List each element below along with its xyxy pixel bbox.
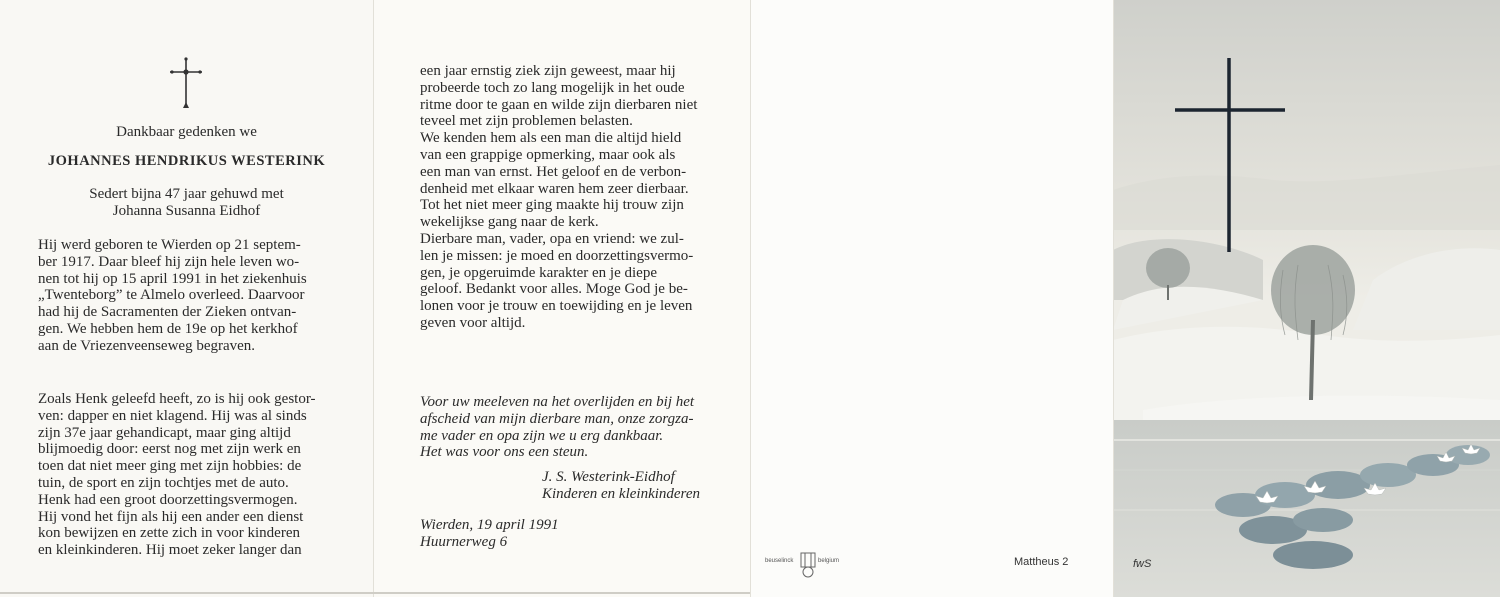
text-line: en kleinkinderen. Hij moet zeker langer dan bbox=[38, 542, 302, 559]
text-line: Dierbare man, vader, opa en vriend: we zul- bbox=[420, 230, 684, 247]
text-line: Het was voor ons een steun. bbox=[420, 444, 589, 461]
text-line: een jaar ernstig ziek zijn geweest, maar hij bbox=[420, 63, 676, 79]
printer-name: beuselinck bbox=[765, 558, 794, 564]
winter-landscape-image bbox=[1113, 0, 1500, 597]
text-line: Hij vond het fijn als hij een ander een dienst bbox=[38, 508, 304, 525]
text-line: Henk had een groot doorzettingsvermogen. bbox=[38, 491, 298, 508]
spouse-name: Johanna Susanna Eidhof bbox=[112, 203, 261, 219]
artist-signature: fwS bbox=[1133, 558, 1152, 570]
text-line: Voor uw meeleven na het overlijden en bij het bbox=[420, 394, 695, 410]
text-line: tuin, de sport en zijn tochtjes met de auto. bbox=[38, 474, 289, 491]
bible-reference: Mattheus 2 bbox=[1014, 556, 1069, 568]
text-line: lonen voor je trouw en toewijding en je leven bbox=[420, 298, 693, 315]
printer-country: belgium bbox=[818, 558, 840, 564]
biography-paragraph-2 bbox=[38, 391, 332, 559]
artwork-panel bbox=[1113, 0, 1500, 597]
text-line: kon bewijzen en zette zich in voor kinderen bbox=[38, 525, 300, 542]
signature-family: Kinderen en kleinkinderen bbox=[542, 486, 700, 502]
text-line: gen, je opgeruimde karakter en je diepe bbox=[420, 264, 657, 281]
thanks-paragraph bbox=[420, 394, 717, 461]
text-line: Tot het niet meer ging maakte hij trouw zijn bbox=[420, 197, 684, 214]
text-line: Hij werd geboren te Wierden op 21 septem- bbox=[38, 237, 301, 253]
text-line: nen tot hij op 15 april 1991 in het ziekenhuis bbox=[38, 270, 307, 287]
back-panel bbox=[750, 0, 1113, 597]
text-line: toen dat niet meer ging met zijn hobbies: de bbox=[38, 458, 302, 475]
place-date bbox=[420, 517, 559, 551]
printer-mark-icon bbox=[800, 552, 816, 578]
text-line: teveel met zijn problemen belasten. bbox=[420, 113, 633, 130]
address-line: Huurnerweg 6 bbox=[420, 534, 508, 550]
text-line: van een grappige opmerking, maar ook als bbox=[420, 146, 676, 163]
fold-line-1 bbox=[373, 0, 374, 597]
cross-icon bbox=[168, 56, 204, 110]
left-panel bbox=[0, 0, 373, 597]
text-line: probeerde toch zo lang mogelijk in het oude bbox=[420, 79, 685, 96]
text-line: Zoals Henk geleefd heeft, zo is hij ook gestor- bbox=[38, 391, 316, 407]
text-line: wekelijkse gang naar de kerk. bbox=[420, 214, 599, 231]
text-line: ber 1917. Daar bleef hij zijn hele leven wo- bbox=[38, 253, 300, 270]
text-line: ven: dapper en niet klagend. Hij was al sinds bbox=[38, 407, 307, 424]
text-line: len je missen: je moed en doorzettingsvermo- bbox=[420, 247, 694, 264]
text-line: We kenden hem als een man die altijd hield bbox=[420, 130, 682, 147]
text-line: zijn 37e jaar gehandicapt, maar ging altijd bbox=[38, 424, 291, 441]
biography-paragraph-1 bbox=[38, 237, 332, 355]
printer-logo bbox=[765, 552, 840, 578]
text-line: blijmoedig door: eerst nog met zijn werk en bbox=[38, 441, 301, 458]
biography-paragraph-3 bbox=[420, 63, 717, 332]
marriage-info bbox=[0, 186, 373, 220]
text-line: had hij de Sacramenten der Zieken ontvan- bbox=[38, 304, 297, 321]
signature-name: J. S. Westerink-Eidhof bbox=[542, 469, 675, 485]
text-line: een man van ernst. Het geloof en de verbon- bbox=[420, 163, 687, 180]
marriage-duration: Sedert bijna 47 jaar gehuwd met bbox=[89, 186, 284, 202]
text-line: afscheid van mijn dierbare man, onze zorgza- bbox=[420, 410, 694, 427]
bottom-edge bbox=[0, 592, 750, 594]
signature bbox=[542, 469, 700, 503]
text-line: „Twenteborg” te Almelo overleed. Daarvoor bbox=[38, 287, 305, 304]
text-line: geven voor altijd. bbox=[420, 314, 526, 331]
text-line: aan de Vriezenveenseweg begraven. bbox=[38, 337, 256, 354]
deceased-name: JOHANNES HENDRIKUS WESTERINK bbox=[47, 153, 326, 169]
text-line: geloof. Bedankt voor alles. Moge God je be- bbox=[420, 281, 688, 298]
fold-line-2 bbox=[750, 0, 751, 597]
memorial-heading: Dankbaar gedenken we bbox=[116, 124, 257, 140]
text-line: denheid met elkaar waren hem zeer dierbaar. bbox=[420, 180, 689, 197]
text-line: me vader en opa zijn we u erg dankbaar. bbox=[420, 427, 664, 444]
text-line: gen. We hebben hem de 19e op het kerkhof bbox=[38, 320, 298, 337]
text-line: ritme door te gaan en wilde zijn dierbaren niet bbox=[420, 96, 698, 113]
date-line: Wierden, 19 april 1991 bbox=[420, 517, 559, 533]
fold-line-3 bbox=[1113, 0, 1114, 597]
